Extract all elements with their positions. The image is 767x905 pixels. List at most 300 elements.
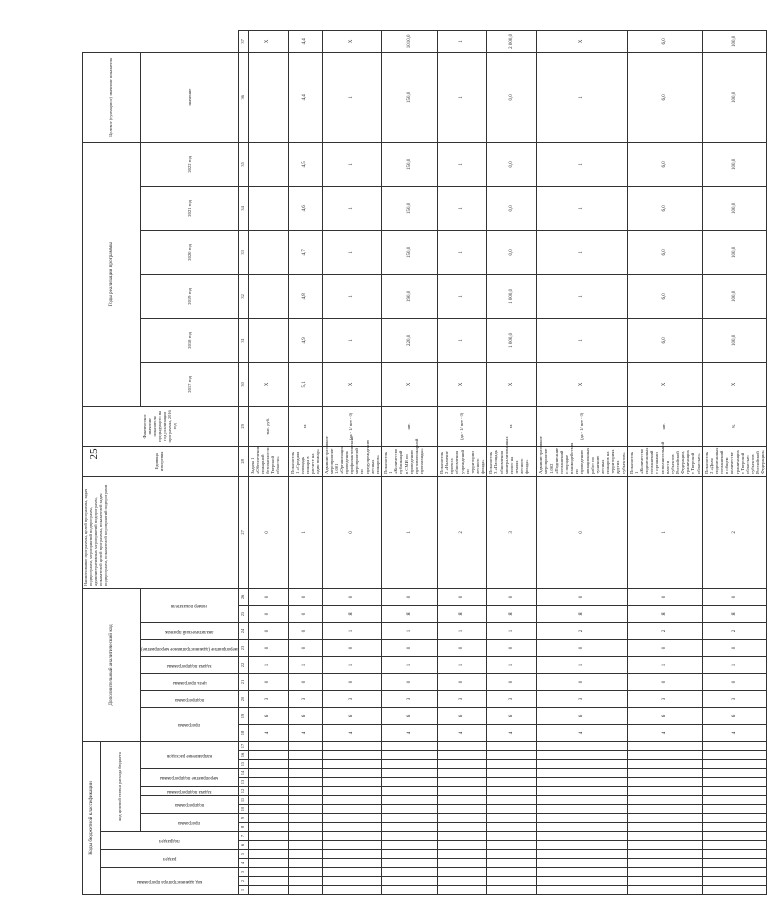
analytic-code-cell: 0 [487, 588, 537, 605]
analytic-code-cell: 0 [382, 588, 438, 605]
column-number: 15 [238, 760, 248, 769]
budget-code-cell [382, 859, 438, 868]
budget-code-cell [487, 823, 537, 832]
budget-code-cell [382, 796, 438, 805]
budget-code-cell [322, 796, 382, 805]
budget-code-cell [248, 823, 288, 832]
column-number: 25 [238, 606, 248, 623]
analytic-code-cell: 6 [438, 708, 487, 725]
indicator-name: Административное мероприятие 1.001 «Организация проведения профилактических мероприятий по предупреждению лесных пожаров» [322, 446, 382, 476]
budget-code-cell [382, 850, 438, 859]
year-value: 1 [438, 274, 487, 318]
year-value: 4,4 [288, 52, 322, 142]
analytic-code-cell: 4 [248, 725, 288, 742]
budget-code-cell [487, 769, 537, 778]
analytic-code-cell: 4 [438, 725, 487, 742]
column-number: 31 [238, 318, 248, 362]
actual-header: Фактическое значение показателя предыдущего на год реализации программы, 2016 год [83, 406, 239, 446]
column-number: 23 [238, 640, 248, 657]
unit-cell: шт. [382, 406, 438, 446]
budget-code-cell [537, 814, 627, 823]
column-number: 4 [238, 859, 248, 868]
analytic-code-cell: 1 [487, 623, 537, 640]
analytic-code-cell: Я [627, 606, 702, 623]
budget-codes-header: Коды бюджетной классификации [83, 742, 101, 895]
budget-code-cell [537, 823, 627, 832]
year-value: 6,0 [627, 274, 702, 318]
y2019-header: 2019 год [141, 274, 239, 318]
budget-code-cell [702, 886, 767, 895]
analytic-code-cell: 1 [248, 657, 288, 674]
final-value: 6,0 [627, 31, 702, 53]
budget-code-cell [382, 814, 438, 823]
final-value: X [322, 31, 382, 53]
analytic-code-cell: 3 [537, 691, 627, 708]
column-number: 20 [238, 691, 248, 708]
budget-code-cell [487, 778, 537, 787]
budget-code-cell [438, 778, 487, 787]
analytic-code-cell: 1 [438, 657, 487, 674]
budget-code-cell [288, 841, 322, 850]
budget-code-cell [288, 859, 322, 868]
actual-value: X [537, 362, 627, 406]
column-number: 24 [238, 623, 248, 640]
budget-code-cell [537, 832, 627, 841]
analytic-code-cell: 1 [537, 657, 627, 674]
d-program-header: программа [178, 722, 201, 728]
unit-cell: (да - 1/ нет - 0) [322, 406, 382, 446]
budget-code-cell [487, 814, 537, 823]
analytic-code-cell: 0 [322, 588, 382, 605]
budget-code-cell [487, 751, 537, 760]
budget-code-cell [288, 742, 322, 751]
budget-code-cell [322, 769, 382, 778]
final-value: X [537, 31, 627, 53]
column-number: 2 [238, 877, 248, 886]
year-value: 100,0 [702, 186, 767, 230]
budget-code-cell [438, 796, 487, 805]
admin-code-header: код администратора программы [136, 878, 202, 884]
budget-code-cell [438, 850, 487, 859]
year-value: 1 [537, 230, 627, 274]
analytic-code-cell: 0 [248, 476, 288, 588]
analytic-code-cell: 6 [702, 708, 767, 725]
unit-cell: (да - 1/ нет - 0) [438, 406, 487, 446]
analytic-code-cell: 3 [248, 691, 288, 708]
final-header: Целевое (суммарное) значение показателя [83, 52, 141, 142]
budget-code-cell [438, 814, 487, 823]
analytic-code-cell: 6 [487, 708, 537, 725]
analytic-code-cell: 0 [627, 674, 702, 691]
indicator-name: Показатель 2 «Доля подписанных соглашений в общем количестве граничащих с Тверской областью субъектов Российской Федерации» [702, 446, 767, 476]
budget-code-cell [322, 742, 382, 751]
column-number: 8 [238, 823, 248, 832]
analytic-code-cell: 2 [438, 476, 487, 588]
budget-code-cell [438, 832, 487, 841]
final-value: X [248, 31, 288, 53]
analytic-code-cell: 0 [288, 623, 322, 640]
budget-code-cell [537, 886, 627, 895]
final-value: 2 000,0 [487, 31, 537, 53]
budget-code-cell [438, 823, 487, 832]
analytic-code-cell: 2 [702, 623, 767, 640]
budget-code-cell [438, 760, 487, 769]
year-value: 1 [438, 52, 487, 142]
budget-code-cell [322, 886, 382, 895]
analytic-code-cell: 1 [322, 623, 382, 640]
budget-code-cell [248, 814, 288, 823]
analytic-code-cell: 1 [487, 657, 537, 674]
budget-code-cell [288, 751, 322, 760]
year-value [248, 142, 288, 186]
year-value: 1 [537, 52, 627, 142]
budget-code-cell [627, 877, 702, 886]
budget-code-cell [288, 787, 322, 796]
indicator-name: Показатель 2 «Наличие проекта обновления учреждений по территории лесного фонда» [438, 446, 487, 476]
analytic-code-cell: 6 [322, 708, 382, 725]
actual-value: X [382, 362, 438, 406]
budget-code-cell [322, 787, 382, 796]
column-number: 11 [238, 796, 248, 805]
budget-code-cell [322, 841, 382, 850]
analytic-code-cell: Я [382, 606, 438, 623]
analytic-code-cell: 0 [702, 588, 767, 605]
budget-code-cell [248, 778, 288, 787]
year-value: 100,0 [702, 274, 767, 318]
analytic-code-cell: 0 [627, 588, 702, 605]
actual-value: X [322, 362, 382, 406]
analytic-code-cell: 0 [438, 588, 487, 605]
year-value: 4,5 [288, 142, 322, 186]
actual-value: X [487, 362, 537, 406]
budget-code-cell [537, 769, 627, 778]
analytic-code-cell: 2 [627, 623, 702, 640]
d-measure-header: мероприятие (административное мероприятие) [141, 645, 238, 651]
analytic-code-cell: 3 [487, 691, 537, 708]
budget-code-cell [382, 787, 438, 796]
column-number: 27 [238, 476, 248, 588]
budget-code-cell [382, 868, 438, 877]
actual-value: 5,1 [288, 362, 322, 406]
column-number: 3 [238, 868, 248, 877]
unit-header: Единица измерения [83, 446, 239, 476]
budget-code-cell [537, 841, 627, 850]
table-row [438, 31, 487, 895]
analytic-code-cell: 0 [322, 640, 382, 657]
budget-code-cell [322, 805, 382, 814]
budget-code-cell [702, 832, 767, 841]
budget-code-cell [627, 787, 702, 796]
budget-code-cell [248, 868, 288, 877]
task-header: задача подпрограммы [167, 788, 212, 794]
indicator-table [82, 30, 767, 895]
year-value [248, 274, 288, 318]
budget-code-cell [627, 805, 702, 814]
budget-code-cell [487, 805, 537, 814]
analytic-code-cell: Я [322, 606, 382, 623]
year-value: 1 000,0 [487, 318, 537, 362]
analytic-code-cell: 4 [382, 725, 438, 742]
budget-code-cell [288, 877, 322, 886]
budget-code-cell [702, 859, 767, 868]
analytic-code-cell: 0 [248, 623, 288, 640]
column-number: 5 [238, 850, 248, 859]
budget-code-cell [702, 868, 767, 877]
year-value: 0,0 [487, 186, 537, 230]
budget-code-cell [627, 814, 702, 823]
budget-code-cell [537, 850, 627, 859]
year-value: 1 000,0 [487, 274, 537, 318]
budget-code-cell [487, 859, 537, 868]
budget-code-cell [322, 868, 382, 877]
target-code-header: код целевой статьи расхода бюджета [101, 742, 141, 832]
analytic-code-cell: 6 [288, 708, 322, 725]
budget-code-cell [248, 751, 288, 760]
analytic-code-cell: 6 [248, 708, 288, 725]
final-value: 1 [438, 31, 487, 53]
analytic-code-cell: 0 [248, 588, 288, 605]
analytic-code-cell: 1 [288, 476, 322, 588]
analytic-code-cell: 4 [322, 725, 382, 742]
year-value: 1 [537, 318, 627, 362]
indicator-name: Показатель 1 «Средняя площадь пожара в расчете на один пожар» [288, 446, 322, 476]
budget-code-cell [248, 841, 288, 850]
program-header: программа [178, 820, 201, 826]
column-number: 10 [238, 805, 248, 814]
column-number: 21 [238, 674, 248, 691]
column-number: 33 [238, 230, 248, 274]
analytic-code-cell: 0 [627, 640, 702, 657]
section-header: раздел [162, 856, 176, 862]
analytic-code-cell: 2 [702, 476, 767, 588]
analytic-code-cell: 1 [627, 657, 702, 674]
indicator-name: Административное мероприятие 1.002 «Подписание соглашений о порядке взаимодействия по проведению авиационных работ по тушению лесных пожаров на территориях других субъектов» [537, 446, 627, 476]
actual-value: X [248, 362, 288, 406]
budget-code-cell [288, 868, 322, 877]
year-value: 1 [438, 142, 487, 186]
analytic-code-cell: Я [537, 606, 627, 623]
additional-code-header: Дополнительный аналитический код [83, 588, 141, 741]
subsection-header: подраздел [159, 838, 180, 844]
years-header: Годы реализации программы [83, 142, 141, 406]
analytic-code-cell: 0 [322, 476, 382, 588]
indicator-name: Показатель 1 «Количество подписанных соглашений с органами исполнительной власти субъектов Российской Федерации, граничащих с Тверской областью» [627, 446, 702, 476]
column-number: 35 [238, 142, 248, 186]
unit-cell: тыс. руб. [248, 406, 288, 446]
unit-cell: % [702, 406, 767, 446]
analytic-code-cell: 3 [438, 691, 487, 708]
table-row [487, 31, 537, 895]
budget-code-cell [627, 886, 702, 895]
analytic-code-cell: 0 [288, 640, 322, 657]
analytic-code-cell: 3 [627, 691, 702, 708]
indicator-name: Показатель 1 «Количество публикаций в СМИ по проведению противопожарной пропаганды» [382, 446, 438, 476]
subprogram-header: подпрограмма [174, 802, 204, 808]
budget-code-cell [248, 769, 288, 778]
budget-code-cell [438, 859, 487, 868]
year-value: 4,6 [288, 186, 322, 230]
analytic-code-cell: 0 [288, 588, 322, 605]
column-number: 30 [238, 362, 248, 406]
budget-code-cell [288, 805, 322, 814]
year-value: 6,0 [627, 52, 702, 142]
analytic-code-cell: 1 [322, 657, 382, 674]
year-value: 6,0 [627, 318, 702, 362]
analytic-code-cell: 1 [438, 623, 487, 640]
budget-code-cell [322, 859, 382, 868]
analytic-code-cell: 0 [702, 640, 767, 657]
table-row [322, 31, 382, 895]
budget-code-cell [438, 886, 487, 895]
year-value [248, 318, 288, 362]
budget-code-cell [322, 760, 382, 769]
budget-code-cell [382, 832, 438, 841]
budget-code-cell [627, 796, 702, 805]
budget-code-cell [537, 868, 627, 877]
year-value: 100,0 [702, 318, 767, 362]
budget-code-cell [702, 841, 767, 850]
budget-code-cell [322, 823, 382, 832]
budget-code-cell [438, 841, 487, 850]
unit-cell: шт. [627, 406, 702, 446]
budget-code-cell [487, 868, 537, 877]
analytic-code-cell: 3 [382, 691, 438, 708]
budget-code-cell [322, 751, 382, 760]
budget-code-cell [322, 778, 382, 787]
budget-code-cell [487, 760, 537, 769]
d-task-header: задача подпрограммы [167, 662, 212, 668]
budget-code-cell [487, 742, 537, 751]
budget-code-cell [248, 877, 288, 886]
column-number: 9 [238, 814, 248, 823]
budget-code-cell [248, 796, 288, 805]
column-number: 29 [238, 406, 248, 446]
y2022-header: 2022 год [141, 142, 239, 186]
unit-cell: (да - 1/ нет - 0) [537, 406, 627, 446]
year-value: 1 [322, 230, 382, 274]
analytic-code-cell: 0 [487, 674, 537, 691]
column-number: 28 [238, 446, 248, 476]
budget-code-cell [627, 832, 702, 841]
budget-code-cell [382, 778, 438, 787]
analytic-code-cell: 1 [382, 623, 438, 640]
column-number: 26 [238, 588, 248, 605]
year-value: 6,0 [627, 186, 702, 230]
year-value: 1 [322, 142, 382, 186]
budget-code-cell [537, 796, 627, 805]
table-row [537, 31, 627, 895]
unit-cell: га [487, 406, 537, 446]
budget-code-cell [382, 751, 438, 760]
budget-code-cell [487, 841, 537, 850]
budget-code-cell [382, 760, 438, 769]
budget-code-cell [248, 742, 288, 751]
budget-code-cell [627, 769, 702, 778]
column-number: 6 [238, 841, 248, 850]
budget-code-cell [382, 742, 438, 751]
budget-code-cell [382, 805, 438, 814]
year-value: 100,0 [702, 230, 767, 274]
budget-code-cell [248, 805, 288, 814]
budget-code-cell [537, 805, 627, 814]
analytic-code-cell: Я [438, 606, 487, 623]
measure-header: мероприятие подпрограммы [160, 775, 219, 781]
budget-code-cell [248, 886, 288, 895]
y2020-header: 2020 год [141, 230, 239, 274]
year-value: 1 [537, 142, 627, 186]
budget-code-cell [627, 742, 702, 751]
budget-code-cell [248, 850, 288, 859]
budget-code-cell [537, 778, 627, 787]
analytic-code-cell: 0 [322, 674, 382, 691]
budget-code-cell [627, 841, 702, 850]
year-value: 0,0 [487, 52, 537, 142]
analytic-code-cell: 4 [702, 725, 767, 742]
table-row [627, 31, 702, 895]
column-number: 14 [238, 769, 248, 778]
budget-code-cell [702, 850, 767, 859]
year-value [248, 230, 288, 274]
analytic-code-cell: Я [487, 606, 537, 623]
budget-code-cell [487, 886, 537, 895]
budget-code-cell [537, 877, 627, 886]
column-number-row [238, 31, 248, 895]
budget-code-cell [537, 760, 627, 769]
budget-code-cell [322, 850, 382, 859]
budget-code-cell [537, 751, 627, 760]
year-value: 1 [438, 186, 487, 230]
expense-direction-header: направление расходов [166, 752, 212, 758]
analytic-code-cell: 0 [248, 606, 288, 623]
actual-value: X [438, 362, 487, 406]
value-header: значение [141, 52, 239, 142]
analytic-code-cell: 0 [248, 640, 288, 657]
column-number: 37 [238, 31, 248, 53]
rotated-page [82, 30, 766, 895]
year-value: 4,8 [288, 274, 322, 318]
budget-code-cell [702, 877, 767, 886]
budget-code-cell [627, 823, 702, 832]
analytic-code-cell: 0 [537, 476, 627, 588]
year-value: 6,0 [627, 230, 702, 274]
budget-code-cell [702, 742, 767, 751]
budget-code-cell [248, 859, 288, 868]
column-number: 34 [238, 186, 248, 230]
analytic-code-cell: 4 [537, 725, 627, 742]
column-number: 19 [238, 708, 248, 725]
table-row [702, 31, 767, 895]
analytic-code-cell: 4 [627, 725, 702, 742]
budget-code-cell [438, 787, 487, 796]
budget-code-cell [248, 760, 288, 769]
final-value: 100,0 [702, 31, 767, 53]
year-value: 1 [537, 274, 627, 318]
budget-code-cell [627, 868, 702, 877]
budget-code-cell [438, 877, 487, 886]
budget-code-cell [487, 877, 537, 886]
year-value: 1 [322, 274, 382, 318]
year-value: 1 [322, 52, 382, 142]
budget-code-cell [288, 778, 322, 787]
year-value [248, 52, 288, 142]
year-value: 1 [322, 186, 382, 230]
year-value: 4,7 [288, 230, 322, 274]
table-row [382, 31, 438, 895]
y2018-header: 2018 год [141, 318, 239, 362]
budget-code-cell [288, 760, 322, 769]
analytic-code-cell: 3 [702, 691, 767, 708]
budget-code-cell [382, 877, 438, 886]
